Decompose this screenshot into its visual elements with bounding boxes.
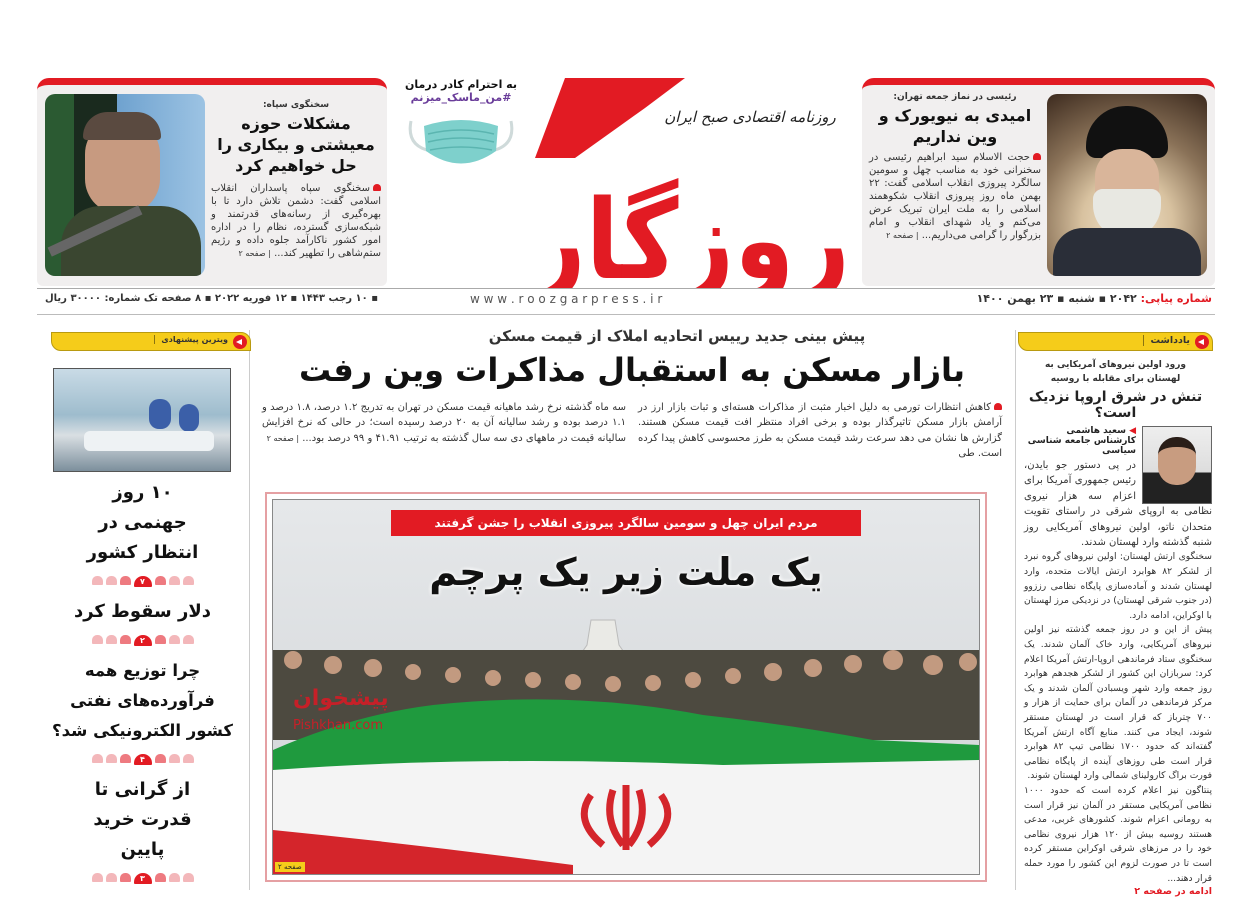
opinion-paragraph: در پی دستور جو بایدن، رئیس جمهوری آمریکا برای اعزام سه هزار نیروی نظامی به اروپای شرقی در راستای تقویت متحدان ناتو، اولین نیروهای آمریکایی روز شنبه گذشته وارد لهستان شدند.: [1024, 460, 1212, 549]
showcase-headline[interactable]: از گرانی تا قدرت خرید پایین: [93, 779, 192, 860]
page-indicator: ۴: [45, 754, 240, 765]
mask-slogan-hashtag: #من_ماسک_میزنم: [410, 91, 512, 104]
photo-page-reference[interactable]: صفحه ۲: [275, 862, 305, 872]
bullet-icon: [373, 184, 381, 191]
page-indicator: ۷: [45, 576, 240, 587]
bullet-icon: [994, 403, 1002, 410]
tagline: روزنامه اقتصادی صبح ایران: [664, 108, 836, 126]
issue-number-date: ۲۰۴۲ ▪ شنبه ▪ ۲۳ بهمن ۱۴۰۰: [976, 292, 1137, 305]
showcase-headline[interactable]: چرا توزیع همه فرآورده‌های نفتی کشور الکترونیکی شد؟: [52, 661, 233, 740]
showcase-headline[interactable]: دلار سقوط کرد: [73, 601, 212, 622]
story-headline[interactable]: امیدی به نیویورک و وین نداریم: [878, 106, 1032, 146]
showcase-section-header: ویترین پیشنهادی: [51, 332, 251, 351]
story-kicker: سخنگوی سپاه:: [262, 100, 330, 110]
continue-link[interactable]: ادامه در صفحه ۲: [1134, 886, 1212, 897]
author-role: کارشناس جامعه شناسی سیاسی: [1027, 436, 1136, 456]
lead-headline[interactable]: بازار مسکن به استقبال مذاکرات وین رفت: [298, 351, 966, 389]
opinion-column: [1015, 330, 1215, 897]
page-reference[interactable]: | صفحه ۲: [886, 231, 919, 240]
watermark-logo: پیشخوان: [293, 686, 389, 711]
issue-info: [977, 291, 1212, 307]
lead-kicker: پیش بینی جدید رییس اتحادیه املاک از قیمت مسکن: [488, 327, 866, 345]
top-right-story[interactable]: [862, 78, 1215, 286]
showcase-item[interactable]: [45, 597, 240, 646]
showcase-item[interactable]: [45, 656, 240, 765]
page-reference[interactable]: | صفحه ۲: [238, 249, 271, 258]
showcase-headline[interactable]: ۱۰ روز جهنمی در انتظار کشور: [86, 482, 199, 563]
irgc-spokesman-photo: [45, 94, 205, 276]
showcase-item[interactable]: [45, 775, 240, 884]
page-indicator: ۳: [45, 873, 240, 884]
opinion-paragraph: پنتاگون نیز اعلام کرده است که حدود ۱۰۰۰ نظامی آمریکایی مستقر در آلمان نیز قرار است به رومانی اعزام شوند. کشورهای غربی، مدعی هستند روسیه بیش از ۱۲۰ هزار نیروی نظامی خود را در مرزهای شرقی اوکراین مستقر کرده است تا در صورت لزوم این کشور را مورد حمله قرار دهند...: [1024, 784, 1212, 884]
bullet-icon: [1033, 153, 1041, 160]
website-url[interactable]: w w w . r o o z g a r p r e s s . i r: [470, 292, 663, 306]
story-body: سخنگوی سپاه پاسداران انقلاب اسلامی گفت: دشمن تلاش دارد تا با بهره‌گیری از رسانه‌های قدرتمند و شبکه‌سازی گسترده، نظام را در اداره امور کشور ناکارآمد جلوه داده و رژیم ستم‌شاهی را تطهیر کند... | صفحه ۲: [211, 183, 381, 259]
divider: [37, 314, 1215, 315]
section-arrow-icon: [233, 335, 247, 349]
author-photo: [1142, 426, 1212, 504]
opinion-headline[interactable]: تنش در شرق اروپا نزدیک است؟: [1028, 389, 1203, 421]
opinion-paragraph: پیش از این و در روز جمعه گذشته نیز اولین نیروهای آمریکایی، وارد خاک آلمان شدند. یک سخنگوی ستاد فرماندهی اروپا-ارتش آمریکا اعلام کرد: سربازان این کشور از لشکر هجدهم هوابرد روز جمعه وارد شهر ویسبادن آلمان شدند و یک مرکز فرماندهی در آلمان برای حمایت از هزار و ۷۰۰ چترباز که قرار است در لهستان مستقر شوند، ایجاد می کنند. منابع آگاه ارتش آمریکا گفته‌اند که حدود ۱۷۰۰ نظامی تیپ ۸۲ هوابرد قرار است طی روزهای آینده از پایگاه نظامی فورت براگ کارولینای شمالی وارد لهستان شوند.: [1024, 624, 1212, 782]
watermark-url: Pishkhan.com: [293, 718, 384, 733]
logo-text: وزگار: [530, 176, 831, 288]
mask-slogan-line1: به احترام کادر درمان: [405, 78, 517, 91]
photo-headline[interactable]: یک ملت زیر یک پرچم: [429, 550, 823, 594]
lead-story[interactable]: [262, 326, 1002, 462]
raisi-photo: [1047, 94, 1207, 276]
story-body: حجت الاسلام سید ابراهیم رئیسی در سخنرانی خود به مناسب چهل و سومین سالگرد پیروزی انقلاب اسلامی گفت: ۲۲ بهمن ماه روز پیروزی انقلاب شکوهمند اسلامی را به ملت ایران تبریک عرض می‌کنم و یاد شهدای انقلاب و امام بزرگوار را گرامی می‌داریم... | صفحه ۲: [869, 152, 1041, 241]
page-indicator: ۲: [45, 635, 240, 646]
dates-price: ▪ ۱۰ رجب ۱۴۴۳ ▪ ۱۲ فوریه ۲۰۲۲ ▪ ۸ صفحه تک شماره: ۳۰۰۰۰ ریال: [45, 293, 379, 304]
hospital-icu-photo: [53, 368, 231, 472]
top-left-story[interactable]: [37, 78, 387, 286]
opinion-paragraph: سخنگوی ارتش لهستان: اولین نیروهای گروه نبرد از لشکر ۸۲ هوابرد ارتش ایالات متحده، وارد لهستان شدند و آماده‌سازی پایگاه نظامی رززوو (در جنوب شرقی لهستان) در نزدیکی مرز لهستان با اوکراین، ادامه دارد.: [1024, 551, 1212, 621]
photo-banner: مردم ایران چهل و سومین سالگرد پیروزی انقلاب را جشن گرفتند: [391, 510, 861, 536]
showcase-column: [45, 330, 250, 890]
lead-body-col1: کاهش انتظارات تورمی به دلیل اخبار مثبت از مذاکرات هسته‌ای و ثبات بازار ارز در آرامش بازار مسکن تاثیرگذار بوده و برخی افراد منتظر افت قیمت مسکن هستند. گزارش ها نشان می دهد سرعت رشد قیمت مسکن به طرز محسوسی کاهش پیدا کرده است. طی: [638, 402, 1002, 460]
photo-story[interactable]: [265, 492, 987, 882]
author-name: ◀ سعید هاشمی: [1066, 426, 1136, 436]
lead-body-col2: سه ماه گذشته نرخ رشد ماهیانه قیمت مسکن در تهران به تدریج ۱.۲ درصد، ۱.۸ درصد و ۱.۱ درصد بوده و رشد سالیانه آن به ۲۰ درصد رسیده است؛ در حالی که نرخ افزایش سالیانه قیمت در ماههای دی سه سال گذشته به ترتیب ۴۱.۹۱ و ۹۹ درصد بود... | صفحه ۲: [262, 402, 627, 444]
opinion-section-header: یادداشت: [1018, 332, 1213, 351]
page-reference[interactable]: | صفحه ۲: [266, 433, 300, 443]
showcase-item[interactable]: [45, 478, 240, 587]
story-headline[interactable]: مشکلات حوزه معیشتی و بیکاری را حل خواهیم کرد: [217, 114, 375, 175]
opinion-kicker: ورود اولین نیروهای آمریکایی به لهستان برای مقابله با روسیه: [1044, 360, 1187, 384]
issue-label: شماره پیاپی:: [1140, 292, 1212, 305]
info-bar-rule: [37, 288, 1215, 289]
section-arrow-icon: [1195, 335, 1209, 349]
story-kicker: رئیسی در نماز جمعه تهران:: [893, 92, 1017, 102]
